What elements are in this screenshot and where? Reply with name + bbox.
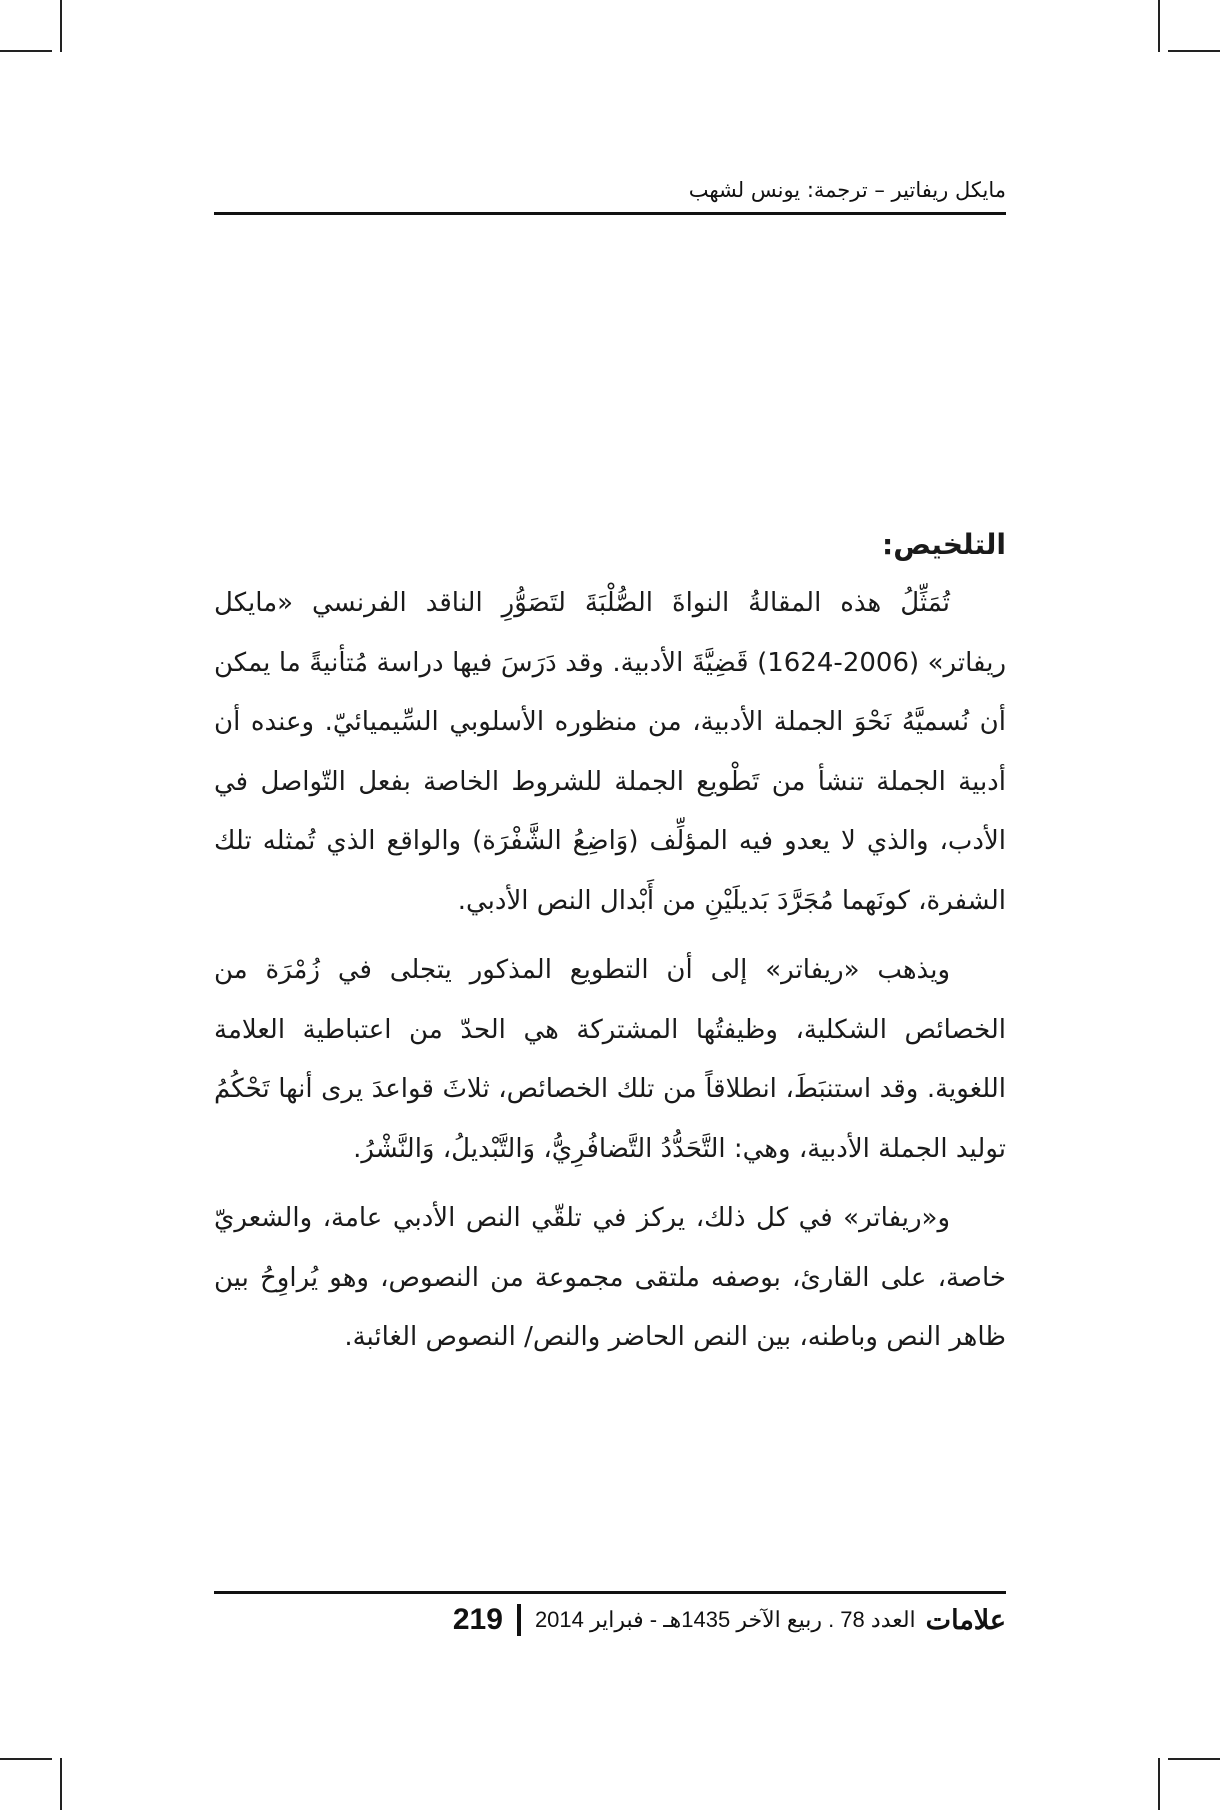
abstract-heading: التلخيص:: [882, 528, 1006, 561]
crop-mark: [0, 1758, 52, 1760]
crop-mark: [60, 1758, 62, 1810]
header-rule: [214, 212, 1006, 215]
abstract-paragraph-3: و«ريفاتر» في كل ذلك، يركز في تلقّي النص الأدبي عامة، والشعريّ خاصة، على القارئ، بوصفه ملتقى مجموعة من النصوص، وهو يُراوِحُ بين ظاهر النص وباطنه، بين النص الحاضر والنص/ النصوص الغائبة.: [214, 1203, 1006, 1352]
footer-rule: [214, 1591, 1006, 1594]
crop-mark: [1158, 1758, 1160, 1810]
crop-mark: [1168, 1758, 1220, 1760]
crop-mark: [1158, 0, 1160, 52]
page-number: 219: [452, 1603, 503, 1636]
crop-mark: [60, 0, 62, 52]
crop-mark: [1168, 50, 1220, 52]
issue-info: العدد 78 . ربيع الآخر 1435هـ - فبراير 2014: [534, 1607, 916, 1632]
abstract-paragraph-1: تُمَثِّلُ هذه المقالةُ النواةَ الصُّلْبَةَ لتَصَوُّرِ الناقد الفرنسي «مايكل ريفاتر» (2006-1624) قَضِيَّةَ الأدبية. وقد دَرَسَ فيها دراسة مُتأنيةً ما يمكن أن نُسميَّهُ نَحْوَ الجملة الأدبية، من منظوره الأسلوبي السِّيميائيّ. وعنده أن أدبية الجملة تنشأ من تَطْويع الجملة للشروط الخاصة بفعل التّواصل في الأدب، والذي لا يعدو فيه المؤلِّف (وَاضِعُ الشَّفْرَة) والواقع الذي تُمثله تلك الشفرة، كونَهما مُجَرَّدَ بَديلَيْنِ من أَبْدال النص الأدبي.: [214, 588, 1007, 916]
journal-logo: علامات: [925, 1604, 1006, 1635]
page-footer: [214, 1602, 1006, 1638]
abstract-section: [214, 520, 1006, 1378]
running-header: مايكل ريفاتير – ترجمة: يونس لشهب: [688, 178, 1006, 202]
footer-divider: [517, 1604, 521, 1636]
crop-mark: [0, 50, 52, 52]
abstract-paragraph-2: ويذهب «ريفاتر» إلى أن التطويع المذكور يتجلى في زُمْرَة من الخصائص الشكلية، وظيفتُها المشتركة هي الحدّ من اعتباطية العلامة اللغوية. وقد استنبَطَ، انطلاقاً من تلك الخصائص، ثلاثَ قواعدَ يرى أنها تَحْكُمُ توليد الجملة الأدبية، وهي: التَّحَدُّدُ التَّضافُرِيُّ، وَالتَّبْديلُ، وَالنَّشْرُ.: [214, 955, 1006, 1164]
